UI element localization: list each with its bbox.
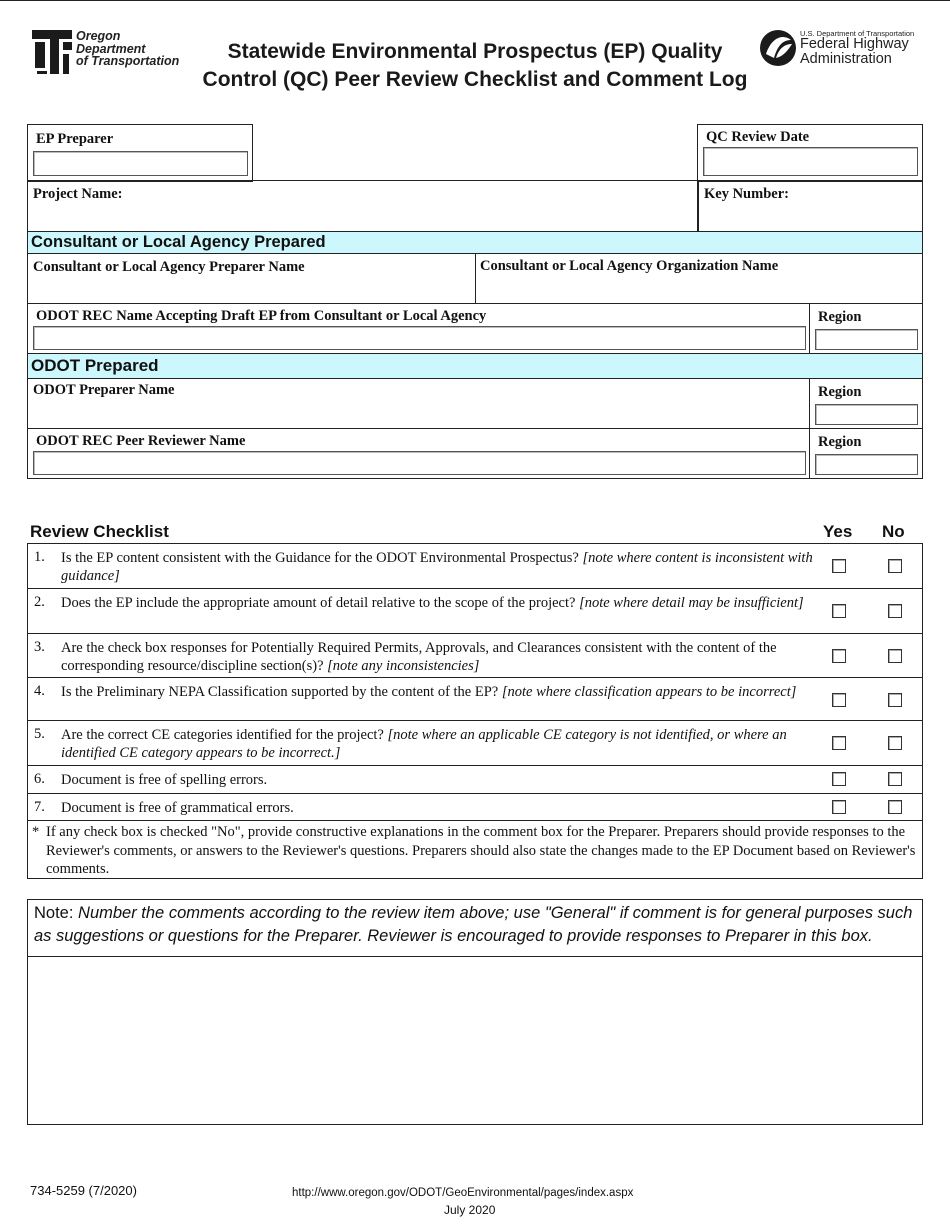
odot-logo-icon — [30, 28, 74, 76]
checklist-question-text: Does the EP include the appropriate amount of detail relative to the scope of the project? — [61, 595, 580, 611]
project-name-label: Project Name: — [33, 186, 123, 202]
checklist-item-number: 4. — [34, 683, 45, 699]
checklist-question-text: Is the Preliminary NEPA Classification supported by the content of the EP? — [61, 684, 502, 700]
region-label: Region — [818, 434, 862, 450]
ep-preparer-field[interactable] — [33, 151, 248, 176]
no-checkbox[interactable] — [888, 604, 902, 618]
yes-header: Yes — [823, 522, 853, 541]
checklist-row — [27, 766, 923, 794]
consultant-preparer-label: Consultant or Local Agency Preparer Name — [33, 259, 305, 275]
note-instructions: Number the comments according to the review item above; use "General" if comment is for general purposes such as suggestions or questions for the Preparer. Reviewer is encouraged to provide responses to Preparer in this box. — [34, 904, 913, 945]
region-field-3[interactable] — [815, 454, 918, 475]
yes-checkbox[interactable] — [832, 649, 846, 663]
odot-peer-label: ODOT REC Peer Reviewer Name — [36, 433, 246, 449]
checklist-question-text: Is the EP content consistent with the Guidance for the ODOT Environmental Prospectus? — [61, 550, 583, 566]
note-prefix: Note: — [34, 904, 79, 922]
consultant-org-box — [475, 253, 923, 304]
checklist-item-number: 2. — [34, 594, 45, 610]
ep-preparer-box — [27, 124, 253, 182]
checklist-question — [61, 549, 821, 585]
no-checkbox[interactable] — [888, 649, 902, 663]
no-checkbox[interactable] — [888, 559, 902, 573]
yes-checkbox[interactable] — [832, 736, 846, 750]
fhwa-line-1: Federal Highway — [800, 36, 909, 52]
checklist-row — [27, 634, 923, 678]
region-box-1 — [809, 303, 923, 354]
checklist-item-number: 3. — [34, 639, 45, 655]
key-number-label: Key Number: — [704, 186, 789, 202]
no-checkbox[interactable] — [888, 736, 902, 750]
region-label: Region — [818, 309, 862, 325]
checklist-question-note: [note where detail may be insufficient] — [579, 595, 804, 611]
fhwa-logo-icon — [758, 28, 798, 68]
no-header: No — [882, 522, 905, 541]
checklist-question-note: [note where classification appears to be incorrect] — [501, 684, 797, 700]
comment-input-area[interactable] — [28, 957, 922, 1124]
region-field-1[interactable] — [815, 329, 918, 350]
checklist-question — [61, 799, 821, 817]
checklist-row — [27, 544, 923, 589]
checklist-item-number: 1. — [34, 549, 45, 565]
yes-checkbox[interactable] — [832, 693, 846, 707]
odot-rec-accepting-label: ODOT REC Name Accepting Draft EP from Consultant or Local Agency — [36, 308, 487, 324]
ep-preparer-label: EP Preparer — [36, 131, 114, 147]
page-title — [190, 38, 760, 94]
checklist-question-text: Are the check box responses for Potentially Required Permits, Approvals, and Clearances consistent with the content of the corresponding resource/discipline section(s)? — [61, 640, 777, 674]
yes-checkbox[interactable] — [832, 559, 846, 573]
checklist-item-number: 6. — [34, 771, 45, 787]
qc-review-date-label: QC Review Date — [706, 129, 810, 145]
checklist-question — [61, 594, 821, 612]
odot-preparer-box — [27, 378, 810, 429]
checklist-question — [61, 771, 821, 789]
yes-checkbox[interactable] — [832, 800, 846, 814]
checklist-row — [27, 678, 923, 721]
qc-review-date-field[interactable] — [703, 147, 918, 176]
checklist-question-text: Document is free of spelling errors. — [61, 772, 268, 788]
checklist-question-note: [note where an applicable CE category is not identified, or where an identified CE category appears to be incorrect.] — [61, 727, 787, 761]
checklist-question-note: [note where content is inconsistent with guidance] — [61, 550, 813, 584]
odot-preparer-label: ODOT Preparer Name — [33, 382, 175, 398]
odot-logo-line: of Transportation — [76, 54, 180, 68]
region-box-2 — [809, 378, 923, 429]
checklist-title: Review Checklist — [30, 522, 169, 541]
no-checkbox[interactable] — [888, 772, 902, 786]
checklist-question-text: Are the correct CE categories identified for the project? — [61, 727, 388, 743]
checklist-row — [27, 794, 923, 821]
odot-section-header: ODOT Prepared — [27, 353, 923, 379]
checklist-question-text: Document is free of grammatical errors. — [61, 800, 294, 816]
form-number: 734-5259 (7/2020) — [30, 1183, 137, 1198]
title-line-1: Statewide Environmental Prospectus (EP) Quality — [227, 40, 723, 63]
odot-logo-text — [76, 30, 179, 68]
checklist-footnote — [27, 821, 923, 879]
consultant-preparer-box — [27, 253, 476, 304]
checklist-row — [27, 721, 923, 766]
region-field-2[interactable] — [815, 404, 918, 425]
footer-date: July 2020 — [444, 1203, 496, 1217]
checklist-item-number: 7. — [34, 799, 45, 815]
odot-rec-accepting-box — [27, 303, 810, 354]
fhwa-department: U.S. Department of Transportation — [800, 29, 915, 38]
fhwa-line-2: Administration — [800, 51, 892, 67]
footnote-star: * — [32, 824, 40, 840]
yes-checkbox[interactable] — [832, 604, 846, 618]
project-name-box — [27, 180, 699, 232]
fhwa-name — [800, 37, 909, 67]
odot-logo-line: Oregon — [76, 29, 121, 43]
title-line-2: Control (QC) Peer Review Checklist and Comment Log — [202, 68, 748, 91]
checklist-question — [61, 683, 821, 701]
no-checkbox[interactable] — [888, 693, 902, 707]
qc-review-date-box — [697, 124, 923, 182]
odot-logo-line: Department — [76, 41, 146, 56]
checklist-row — [27, 589, 923, 634]
footnote-text: If any check box is checked "No", provide constructive explanations in the comment box for the Preparer. Preparers should provide responses to the Reviewer's comments, or answers to the Reviewer's questions. Preparers should also state the changes made to the EP Document based on Reviewer's comments. — [46, 824, 916, 877]
odot-rec-accepting-field[interactable] — [33, 326, 806, 350]
comment-log-box — [27, 899, 923, 1125]
checklist-item-number: 5. — [34, 726, 45, 742]
checklist-table — [0, 0, 950, 1]
no-checkbox[interactable] — [888, 800, 902, 814]
comment-note — [34, 902, 918, 948]
key-number-box — [697, 180, 923, 232]
checklist-question — [61, 639, 821, 675]
consultant-section-header: Consultant or Local Agency Prepared — [27, 231, 923, 254]
odot-peer-box — [27, 428, 810, 479]
consultant-org-label: Consultant or Local Agency Organization Name — [480, 258, 779, 274]
region-label: Region — [818, 384, 862, 400]
odot-peer-field[interactable] — [33, 451, 806, 475]
footer-url[interactable]: http://www.oregon.gov/ODOT/GeoEnvironmental/pages/index.aspx — [292, 1187, 634, 1199]
yes-checkbox[interactable] — [832, 772, 846, 786]
region-box-3 — [809, 428, 923, 479]
checklist-question-note: [note any inconsistencies] — [327, 658, 480, 674]
checklist-question — [61, 726, 821, 762]
